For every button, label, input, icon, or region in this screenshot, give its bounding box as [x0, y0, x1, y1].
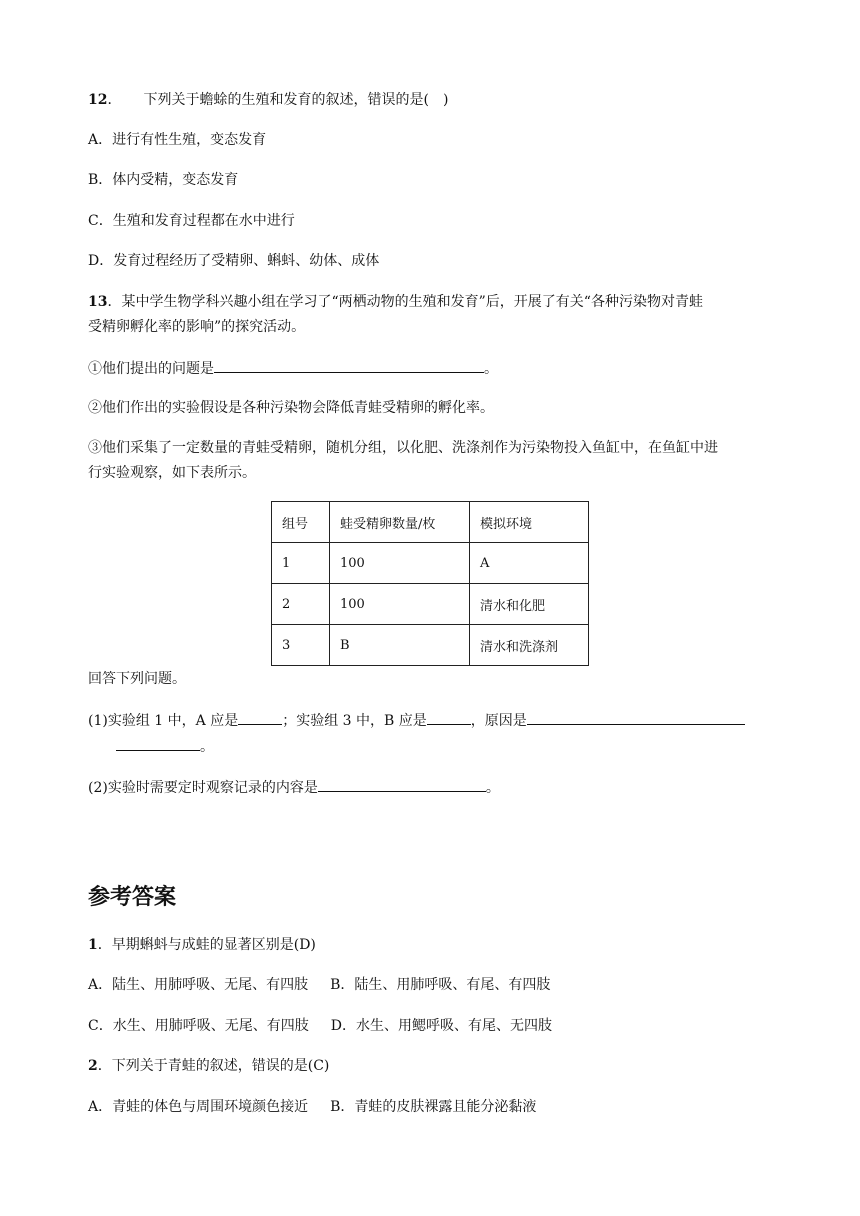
q12-stem: 12． 下列关于蟾蜍的生殖和发育的叙述，错误的是( ) — [88, 92, 449, 108]
table-cell: 1 — [272, 543, 330, 584]
q13-part3-line1: ③他们采集了一定数量的青蛙受精卵，随机分组，以化肥、洗涤剂作为污染物投入鱼缸中，在鱼缸中进 — [88, 440, 718, 456]
experiment-table — [271, 501, 589, 666]
q12-number: 12 — [88, 92, 108, 108]
table-cell: 2 — [272, 584, 330, 625]
table-cell: 清水和洗涤剂 — [470, 625, 589, 666]
q12-option-b: B．体内受精，变态发育 — [88, 172, 239, 188]
answer-q1-option-b: B．陆生、用肺呼吸、有尾、有四肢 — [330, 977, 551, 993]
table-row — [272, 584, 589, 625]
table-cell: 100 — [330, 543, 470, 584]
answer-q2-option-b: B．青蛙的皮肤裸露且能分泌黏液 — [330, 1099, 537, 1115]
table-row — [272, 625, 589, 666]
q12-stem-text: 下列关于蟾蜍的生殖和发育的叙述，错误的是( ) — [143, 92, 449, 108]
answer-blank — [427, 709, 471, 725]
q13-part2: ②他们作出的实验假设是各种污染物会降低青蛙受精卵的孵化率。 — [88, 400, 494, 416]
answer-q1-options-ab — [88, 975, 550, 995]
answer-blank — [214, 357, 484, 373]
table-header-cell: 蛙受精卵数量/枚 — [330, 502, 470, 543]
q13-stem-line1: 13．某中学生物学科兴趣小组在学习了“两栖动物的生殖和发育”后，开展了有关“各种污染物对青蛙 — [88, 294, 703, 310]
q13-number: 13 — [88, 294, 108, 310]
answer-blank — [238, 709, 282, 725]
table-header-cell: 模拟环境 — [470, 502, 589, 543]
answer-q1-option-d: D．水生、用鳃呼吸、有尾、无四肢 — [330, 1018, 552, 1034]
answer-q2-options-ab — [88, 1097, 536, 1117]
answer-q1-options-cd — [88, 1016, 552, 1036]
table-header-cell: 组号 — [272, 502, 330, 543]
q13-part1: ①他们提出的问题是 。 — [88, 357, 498, 379]
q13-sub2: (2)实验时需要定时观察记录的内容是 。 — [88, 776, 500, 798]
table-cell: A — [470, 543, 589, 584]
answer-q1-option-c: C．水生、用肺呼吸、无尾、有四肢 — [88, 1018, 309, 1034]
q12-option-c: C．生殖和发育过程都在水中进行 — [88, 213, 295, 229]
table-header-row — [272, 502, 589, 543]
q12-option-d: D．发育过程经历了受精卵、蝌蚪、幼体、成体 — [88, 253, 380, 269]
q13-stem-text: 某中学生物学科兴趣小组在学习了“两栖动物的生殖和发育”后，开展了有关“各种污染物对青蛙 — [121, 294, 703, 310]
answer-q2-stem: 2．下列关于青蛙的叙述，错误的是(C) — [88, 1058, 330, 1074]
answer-q1-stem: 1．早期蝌蚪与成蛙的显著区别是(D) — [88, 937, 316, 953]
q13-sub1-line2: 。 — [116, 735, 214, 757]
answer-q2-number: 2 — [88, 1058, 98, 1074]
q12-option-a: A．进行有性生殖，变态发育 — [88, 132, 267, 148]
answers-heading: 参考答案 — [88, 885, 177, 910]
answer-blank — [527, 709, 745, 725]
answer-q2-option-a: A．青蛙的体色与周围环境颜色接近 — [88, 1099, 309, 1115]
table-cell: B — [330, 625, 470, 666]
table-row — [272, 543, 589, 584]
q13-part3-line2: 行实验观察，如下表所示。 — [88, 465, 256, 481]
q13-stem-line2: 受精卵孵化率的影响”的探究活动。 — [88, 319, 306, 335]
q13-sub1-line1: (1)实验组 1 中，A 应是 ；实验组 3 中，B 应是 ，原因是 — [88, 709, 745, 731]
table-cell: 清水和化肥 — [470, 584, 589, 625]
table-cell: 3 — [272, 625, 330, 666]
answer-blank — [116, 735, 200, 751]
table-cell: 100 — [330, 584, 470, 625]
answer-q1-option-a: A．陆生、用肺呼吸、无尾、有四肢 — [88, 977, 309, 993]
q13-answer-prompt: 回答下列问题。 — [88, 671, 186, 687]
answer-q1-number: 1 — [88, 937, 98, 953]
answer-blank — [318, 776, 486, 792]
